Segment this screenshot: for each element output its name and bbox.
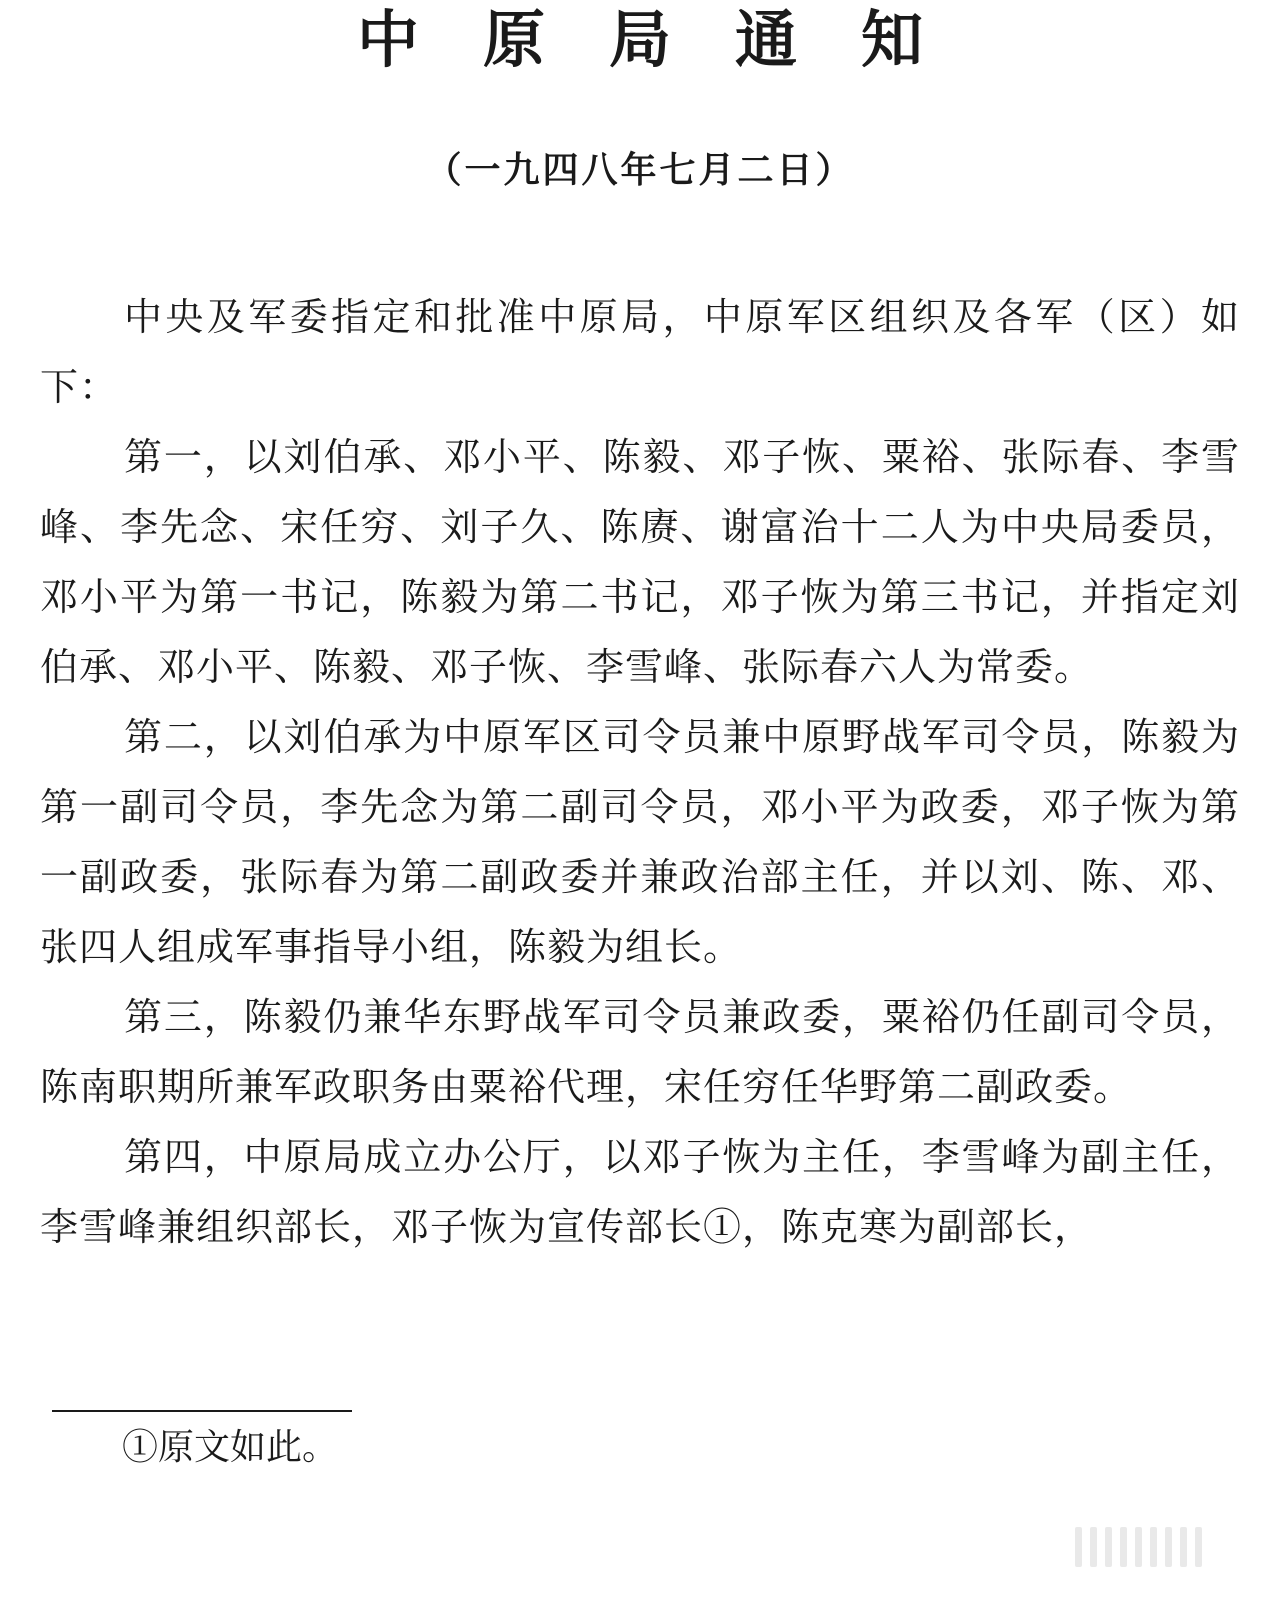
paragraph-3: 第三，陈毅仍兼华东野战军司令员兼政委，粟裕仍任副司令员，陈南职期所兼军政职务由粟裕代理，宋任穷任华野第二副政委。 <box>40 995 1240 1109</box>
paragraph-4: 第四，中原局成立办公厅，以邓子恢为主任，李雪峰为副主任，李雪峰兼组织部长，邓子恢为宣传部长①，陈克寒为副部长， <box>40 1135 1240 1249</box>
document-date: （一九四八年七月二日） <box>425 149 855 191</box>
paragraph-1: 第一，以刘伯承、邓小平、陈毅、邓子恢、粟裕、张际春、李雪峰、李先念、宋任穷、刘子久、陈赓、谢富治十二人为中央局委员，邓小平为第一书记，陈毅为第二书记，邓子恢为第三书记，并指定刘伯承、邓小平、陈毅、邓子恢、李雪峰、张际春六人为常委。 <box>40 435 1240 689</box>
intro-paragraph: 中央及军委指定和批准中原局，中原军区组织及各军（区）如下： <box>40 295 1240 409</box>
paragraph-2: 第二，以刘伯承为中原军区司令员兼中原野战军司令员，陈毅为第一副司令员，李先念为第二副司令员，邓小平为政委，邓子恢为第一副政委，张际春为第二副政委并兼政治部主任，并以刘、陈、邓、张四人组成军事指导小组，陈毅为组长。 <box>40 715 1240 969</box>
footnote: ①原文如此。 <box>122 1427 339 1468</box>
watermark-icon <box>1075 1527 1225 1567</box>
document-title: 中原局通知 <box>356 3 987 76</box>
document-body <box>40 282 1240 1262</box>
footnote-divider <box>52 1410 352 1412</box>
